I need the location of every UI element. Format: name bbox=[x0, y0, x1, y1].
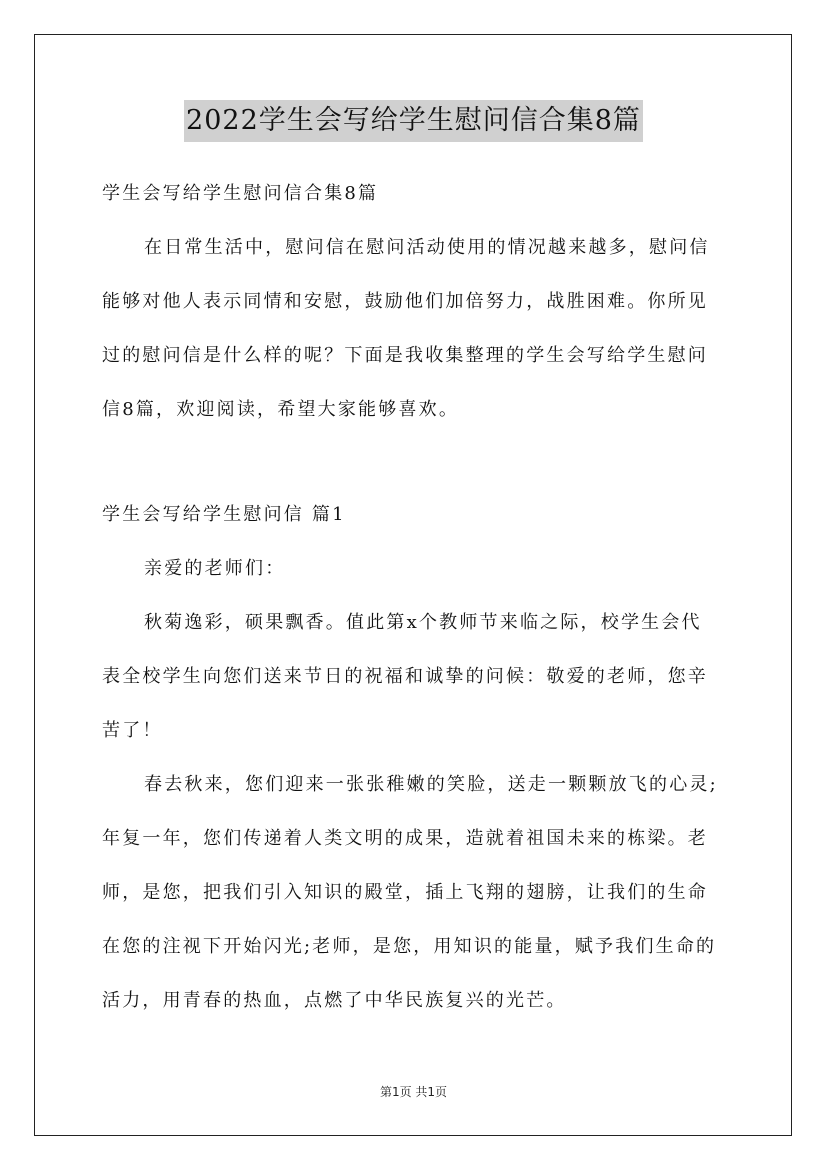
document-body bbox=[102, 178, 738, 1039]
document-subtitle: 学生会写给学生慰问信合集8篇 bbox=[102, 183, 379, 204]
paragraph-line: 活力，用青春的热血，点燃了中华民族复兴的光芒。 bbox=[102, 990, 567, 1011]
paragraph-line: 苦了！ bbox=[102, 720, 163, 741]
document-title: 2022学生会写给学生慰问信合集8篇 bbox=[184, 100, 643, 142]
paragraph-line: 年复一年，您们传递着人类文明的成果，造就着祖国未来的栋梁。老 bbox=[102, 828, 708, 849]
section-heading: 学生会写给学生慰问信 篇1 bbox=[102, 504, 346, 525]
title-block bbox=[0, 100, 827, 142]
paragraph-line: 在您的注视下开始闪光;老师，是您，用知识的能量，赋予我们生命的 bbox=[102, 936, 717, 957]
paragraph-line: 春去秋来，您们迎来一张张稚嫩的笑脸，送走一颗颗放飞的心灵; bbox=[144, 774, 718, 795]
paragraph-line: 秋菊逸彩，硕果飘香。值此第x个教师节来临之际，校学生会代 bbox=[144, 612, 702, 633]
intro-line: 能够对他人表示同情和安慰，鼓励他们加倍努力，战胜困难。你所见 bbox=[102, 291, 708, 312]
page-number: 第1页 共1页 bbox=[379, 1085, 448, 1099]
paragraph-line: 表全校学生向您们送来节日的祝福和诚挚的问候：敬爱的老师，您辛 bbox=[102, 666, 708, 687]
intro-line: 在日常生活中，慰问信在慰问活动使用的情况越来越多，慰问信 bbox=[144, 237, 710, 258]
intro-line: 过的慰问信是什么样的呢？下面是我收集整理的学生会写给学生慰问 bbox=[102, 345, 708, 366]
intro-line: 信8篇，欢迎阅读，希望大家能够喜欢。 bbox=[102, 399, 460, 420]
paragraph-line: 师，是您，把我们引入知识的殿堂，插上飞翔的翅膀，让我们的生命 bbox=[102, 882, 708, 903]
salutation: 亲爱的老师们： bbox=[144, 558, 286, 579]
paragraph-spacer bbox=[102, 448, 738, 499]
